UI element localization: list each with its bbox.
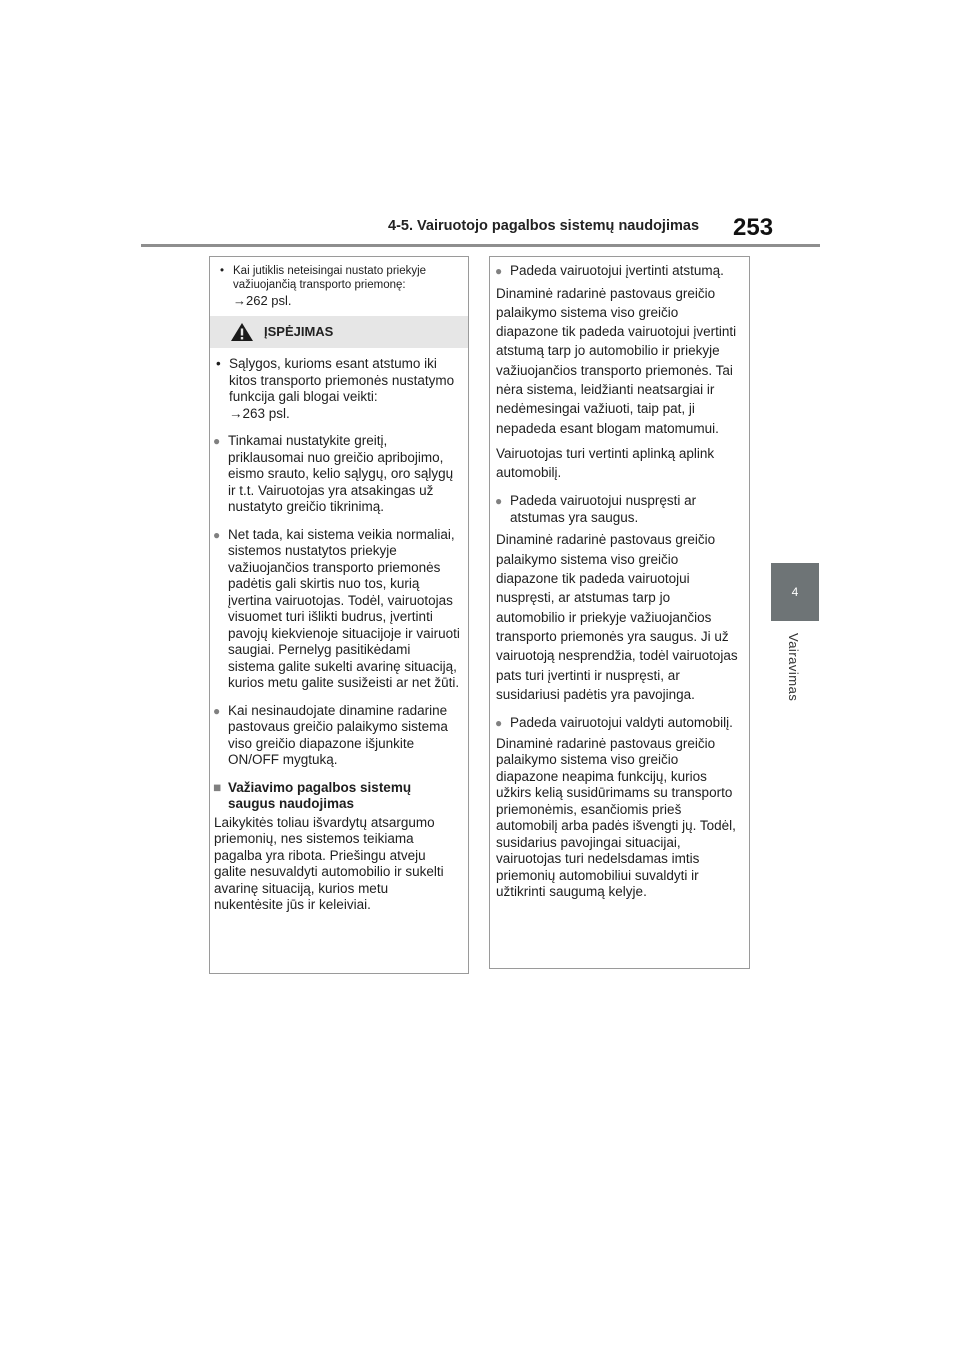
note-bullet: •	[220, 265, 225, 277]
circle-bullet: ●	[495, 494, 503, 509]
paragraph: Vairuotojas turi vertinti aplinką aplink automobilį.	[496, 445, 715, 481]
list-item	[490, 263, 749, 280]
paragraph: Dinaminė radarinė pastovaus greičio palaikymo sistema viso greičio diapazone neapima funkcijų, kurios užkirs kelią susidūrimams su transporto priemonėmis, esančiomis prieš automobilį arba padės išvengti jų. Todėl, susidarius pavojingai situacijai, vairuotojas turi nedelsdamas imtis priemonių automobiliui suvaldyti ir užtikrinti saugumą kelyje.	[496, 735, 736, 900]
list-item	[490, 493, 749, 526]
list-item-text: Padeda vairuotojui valdyti automobilį.	[510, 715, 733, 731]
warning-icon	[230, 322, 254, 342]
page-number: 253	[733, 214, 774, 241]
warning-title: ĮSPĖJIMAS	[264, 323, 334, 339]
list-item-text: Padeda vairuotojui įvertinti atstumą.	[510, 263, 724, 278]
section-title: 4-5. Vairuotojo pagalbos sistemų naudojimas	[388, 218, 700, 234]
list-item-text: Kai nesinaudojate dinamine radarine pastovaus greičio palaikymo sistema viso greičio diapazone išjunkite ON/OFF mygtuką.	[228, 702, 448, 767]
right-warning-box	[489, 256, 750, 969]
list-item-text: Net tada, kai sistema veikia normaliai, sistemos nustatytos priekyje važiuojančios transporto priemonės padėtis gali skirtis nuo tos, kurią įvertina vairuotojas. Todėl, vairuotojas visuomet turi išlikti budrus, įvertinti pavojų kiekvienoje situacijoje ir vairuoti saugiai. Pernelyg pasitikėdami sistema galite sukelti avarinę situaciją, kurios metu galite susižeisti ar net žūti.	[228, 526, 460, 690]
jutiklis-note	[210, 257, 468, 316]
list-item-text: Tinkamai nustatykite greitį, priklausomai nuo greičio apribojimo, eismo srauto, kelio sąlygų, oro sąlygų ir t.t. Vairuotojas yra atsakingas už nustatyto greičio tikrinimą.	[228, 433, 454, 514]
list-item	[210, 703, 468, 769]
paragraph: Dinaminė radarinė pastovaus greičio palaikymo sistema viso greičio diapazone tik padeda vairuotojui įvertinti atstumą tarp jo automobilio ir priekyje važiuojančios transporto priemonės. Tai nėra sistema, leidžianti neatsargiai ir nedėmesingai važiuoti, taip pat, ji nepadeda esant blogam matomumui.	[496, 285, 737, 436]
chapter-number: 4	[791, 585, 799, 599]
square-bullet: ■	[213, 779, 222, 795]
note-page-ref: →262 psl.	[233, 293, 292, 308]
circle-bullet: ●	[495, 264, 503, 278]
warning-header	[210, 316, 468, 348]
list-item-text: Padeda vairuotojui nuspręsti ar atstumas yra saugus.	[510, 493, 697, 525]
header-divider	[141, 244, 820, 247]
list-item	[210, 527, 468, 692]
conditions-text: Sąlygos, kurioms esant atstumo iki kitos transporto priemonės nustatymo funkcija gali blogai veikti:	[229, 356, 455, 404]
note-text: Kai jutiklis neteisingai nustato priekyje važiuojančią transporto priemonę:	[233, 265, 427, 291]
circle-bullet: ●	[495, 716, 503, 731]
circle-bullet: ●	[213, 703, 221, 718]
list-item	[210, 433, 468, 516]
paragraph: Laikykitės toliau išvardytų atsargumo priemonių, nes sistemos teikiama pagalba yra ribota. Priešingu atveju galite nesuvaldyti automobilio ir sukelti avarinę situaciją, kurios metu nukentėsite jūs ir keleiviai.	[214, 814, 444, 912]
conditions-item	[210, 356, 468, 422]
chapter-title: Vairavimas	[786, 633, 801, 702]
list-item	[490, 715, 749, 732]
chapter-tab	[771, 563, 819, 621]
subheading-text: Važiavimo pagalbos sistemų saugus naudojimas	[228, 779, 412, 811]
dash-bullet: •	[216, 356, 221, 371]
subheading	[210, 780, 468, 813]
circle-bullet: ●	[213, 434, 221, 448]
left-warning-box	[209, 256, 469, 974]
circle-bullet: ●	[213, 527, 221, 542]
conditions-page-ref: →263 psl.	[229, 405, 290, 421]
paragraph: Dinaminė radarinė pastovaus greičio palaikymo sistema viso greičio diapazone tik padeda vairuotojui nuspręsti, ar atstumas tarp jo automobilio ir priekyje važiuojančios transporto priemonės yra saugus. Ji už vairuotoją nesprendžia, todėl vairuotojas pats turi įvertinti ir nuspręsti, ar susidariusi padėtis yra pavojinga.	[496, 532, 738, 702]
